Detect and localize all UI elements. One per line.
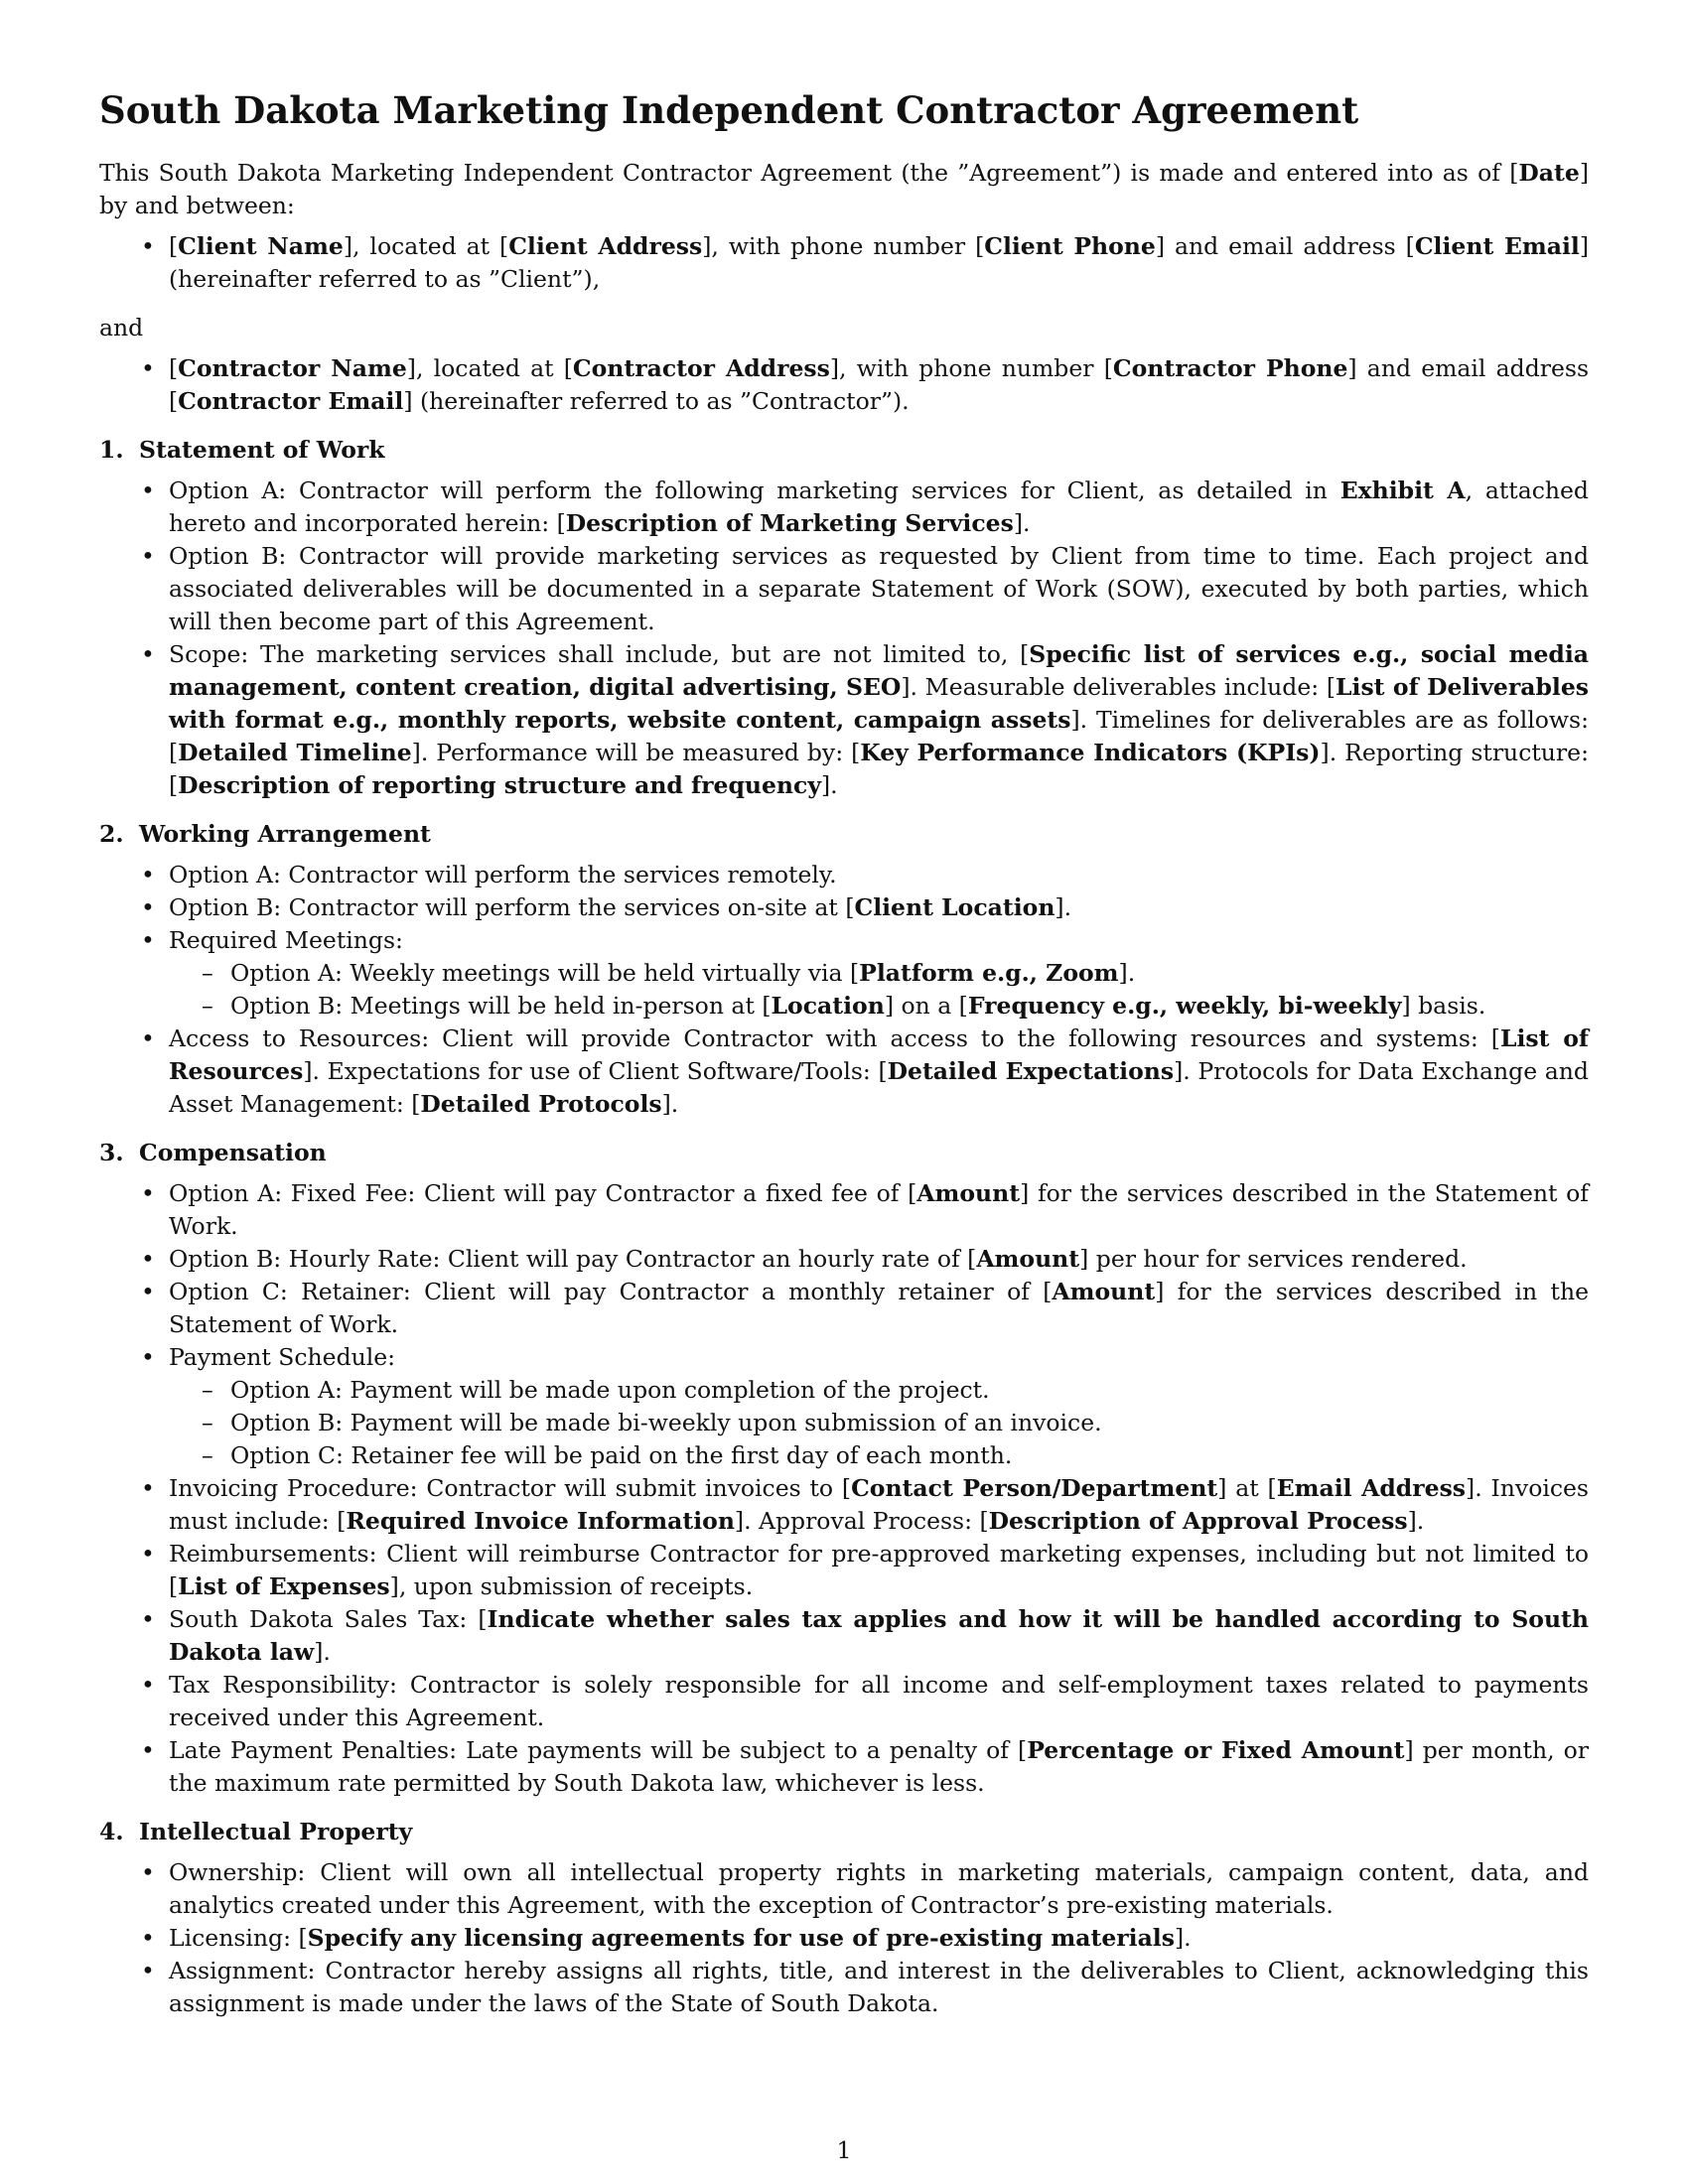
section-heading-working-arrangement: 2. Working Arrangement xyxy=(99,820,431,848)
list-item: • Invoicing Procedure: Contractor will submit invoices to [Contact Person/Department] at [Email Address]. Invoices must include: [Required Invoice Information]. Approval Process: [Description of Approval Process]. xyxy=(99,1472,1589,1538)
client-name-placeholder: Client Name xyxy=(178,232,344,260)
contractor-address-placeholder: Contractor Address xyxy=(572,354,830,382)
sublist-item: – Option B: Payment will be made bi-weekly upon submission of an invoice. xyxy=(169,1407,1589,1439)
contractor-email-placeholder: Contractor Email xyxy=(178,387,404,415)
date-placeholder: Date xyxy=(1518,159,1580,187)
list-item: • Tax Responsibility: Contractor is solely responsible for all income and self-employment taxes related to payments received under this Agreement. xyxy=(99,1669,1589,1734)
client-address-placeholder: Client Address xyxy=(508,232,703,260)
list-item: • Access to Resources: Client will provide Contractor with access to the following resources and systems: [List of Resources]. Expectations for use of Client Software/Tools: [Detailed Expectations]. Protocols for Data Exchange and Asset Management: [Detailed Protocols]. xyxy=(99,1023,1589,1121)
list-item: • Option A: Contractor will perform the following marketing services for Client, as detailed in Exhibit A, attached hereto and incorporated herein: [Description of Marketing Services]. xyxy=(99,475,1589,540)
working-arrangement-list xyxy=(99,859,1589,1121)
list-item: • Payment Schedule: – Option A: Payment will be made upon completion of the project. – Option B: Payment will be made bi-weekly upon submission of an invoice. – Option C: Retainer fee will be paid on the first day of each month. xyxy=(99,1341,1589,1472)
list-item: • Reimbursements: Client will reimburse Contractor for pre-approved marketing expenses, including but not limited to [List of Expenses], upon submission of receipts. xyxy=(99,1538,1589,1603)
sublist-item: – Option A: Payment will be made upon completion of the project. xyxy=(169,1374,1589,1407)
list-item: • Option B: Contractor will provide marketing services as requested by Client from time to time. Each project and associated deliverables will be documented in a separate Statement of Work (SOW), executed by both parties, which will then become part of this Agreement. xyxy=(99,540,1589,638)
contractor-name-placeholder: Contractor Name xyxy=(178,354,407,382)
list-item: • Option A: Contractor will perform the services remotely. xyxy=(99,859,1589,891)
list-item: • South Dakota Sales Tax: [Indicate whether sales tax applies and how it will be handled according to South Dakota law]. xyxy=(99,1603,1589,1669)
list-item: • Option B: Hourly Rate: Client will pay Contractor an hourly rate of [Amount] per hour for services rendered. xyxy=(99,1243,1589,1276)
list-item: • Late Payment Penalties: Late payments will be subject to a penalty of [Percentage or Fixed Amount] per month, or the maximum rate permitted by South Dakota law, whichever is less. xyxy=(99,1734,1589,1800)
meetings-sublist xyxy=(169,957,1589,1023)
contractor-phone-placeholder: Contractor Phone xyxy=(1112,354,1348,382)
client-party-item: • [Client Name], located at [Client Address], with phone number [Client Phone] and email address [Client Email] (hereinafter referred to as ”Client”), xyxy=(99,230,1589,296)
contractor-party-list xyxy=(99,352,1589,418)
document-page xyxy=(99,87,1589,2036)
page-number: 1 xyxy=(836,2136,852,2164)
list-item: • Required Meetings: – Option A: Weekly meetings will be held virtually via [Platform e.g., Zoom]. – Option B: Meetings will be held in-person at [Location] on a [Frequency e.g., weekly, bi-weekly] basis. xyxy=(99,924,1589,1023)
list-item: • Scope: The marketing services shall include, but are not limited to, [Specific list of services e.g., social media management, content creation, digital advertising, SEO]. Measurable deliverables include: [List of Deliverables with format e.g., monthly reports, website content, campaign assets]. Timelines for deliverables are as follows: [Detailed Timeline]. Performance will be measured by: [Key Performance Indicators (KPIs)]. Reporting structure: [Description of reporting structure and frequency]. xyxy=(99,638,1589,802)
client-phone-placeholder: Client Phone xyxy=(984,232,1156,260)
client-party-list xyxy=(99,230,1589,296)
list-item: • Licensing: [Specify any licensing agreements for use of pre-existing materials]. xyxy=(99,1922,1589,1955)
section-heading-statement-of-work: 1. Statement of Work xyxy=(99,436,385,464)
list-item: • Option C: Retainer: Client will pay Contractor a monthly retainer of [Amount] for the services described in the Statement of Work. xyxy=(99,1276,1589,1341)
intellectual-property-list xyxy=(99,1856,1589,2020)
compensation-list xyxy=(99,1177,1589,1800)
list-item: • Assignment: Contractor hereby assigns all rights, title, and interest in the deliverables to Client, acknowledging this assignment is made under the laws of the State of South Dakota. xyxy=(99,1955,1589,2020)
list-item: • Option A: Fixed Fee: Client will pay Contractor a fixed fee of [Amount] for the services described in the Statement of Work. xyxy=(99,1177,1589,1243)
payment-schedule-sublist xyxy=(169,1374,1589,1472)
client-email-placeholder: Client Email xyxy=(1414,232,1580,260)
statement-of-work-list xyxy=(99,475,1589,802)
contractor-party-item: • [Contractor Name], located at [Contractor Address], with phone number [Contractor Phone] and email address [Contractor Email] (hereinafter referred to as ”Contractor”). xyxy=(99,352,1589,418)
section-heading-intellectual-property: 4. Intellectual Property xyxy=(99,1818,413,1845)
list-item: • Option B: Contractor will perform the services on-site at [Client Location]. xyxy=(99,891,1589,924)
section-heading-compensation: 3. Compensation xyxy=(99,1139,327,1166)
intro-paragraph: This South Dakota Marketing Independent Contractor Agreement (the ”Agreement”) is made and entered into as of [Date] by and between: xyxy=(99,159,1589,219)
sublist-item: – Option A: Weekly meetings will be held virtually via [Platform e.g., Zoom]. xyxy=(169,957,1589,990)
sublist-item: – Option C: Retainer fee will be paid on the first day of each month. xyxy=(169,1439,1589,1472)
list-item: • Ownership: Client will own all intellectual property rights in marketing materials, campaign content, data, and analytics created under this Agreement, with the exception of Contractor’s pre-existing materials. xyxy=(99,1856,1589,1922)
sublist-item: – Option B: Meetings will be held in-person at [Location] on a [Frequency e.g., weekly, bi-weekly] basis. xyxy=(169,990,1589,1023)
document-title: South Dakota Marketing Independent Contractor Agreement xyxy=(99,88,1359,132)
and-connector: and xyxy=(99,314,144,341)
